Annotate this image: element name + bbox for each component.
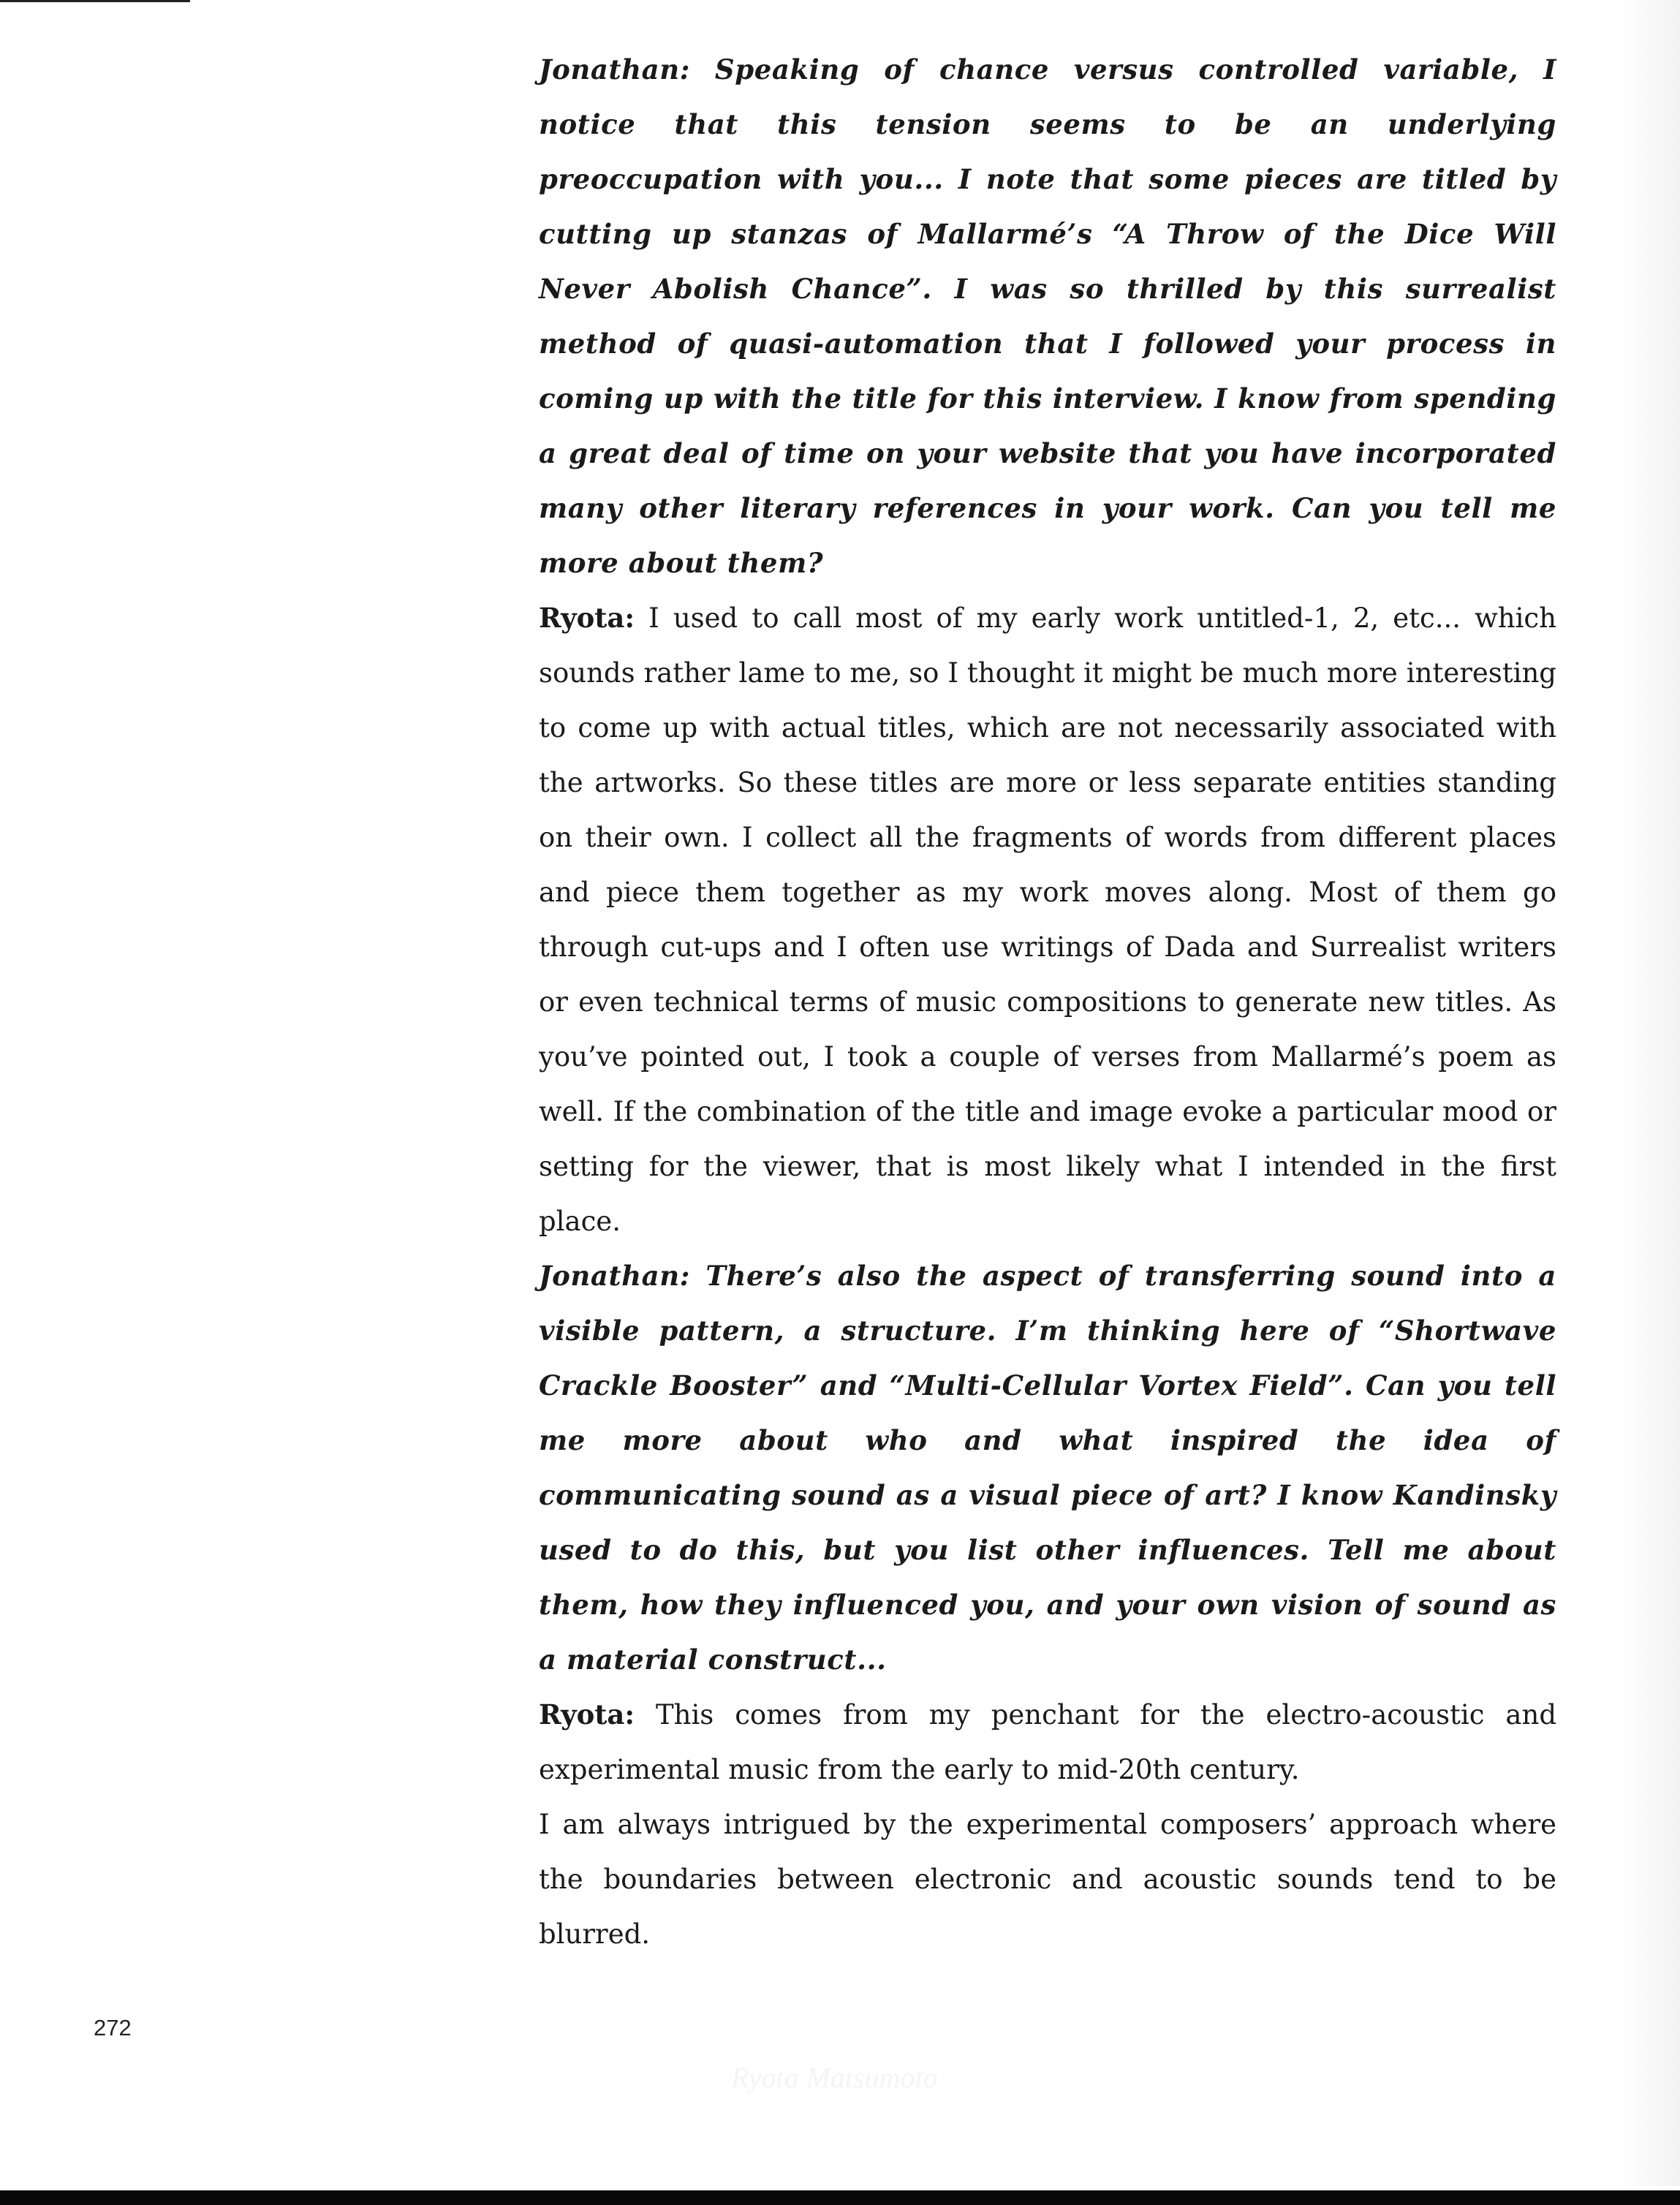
artist-answer — [539, 591, 1556, 1249]
top-rule — [0, 0, 190, 2]
interviewer-question: Jonathan: Speaking of chance versus controlled variable, I notice that this tension seems to be an underlying preoccupation with you... I note that some pieces are titled by cutting up stanzas of Mallarmé’s “A Throw of the Dice Will Never Abolish Chance”. I was so thrilled by this surrealist method of quasi-automation that I followed your process in coming up with the title for this interview. I know from spending a great deal of time on your website that you have incorporated many other literary references in your work. Can you tell me more about them? — [539, 53, 1556, 579]
speaker-label: Ryota: — [539, 1698, 635, 1731]
answer-text: I used to call most of my early work untitled-1, 2, etc... which sounds rather lame to me, so I thought it might be much more interesting to come up with actual titles, which are not necessarily associated with the artworks. So these titles are more or less separate entities standing on their own. I collect all the fragments of words from different places and piece them together as my work moves along. Most of them go through cut-ups and I often use writings of Dada and Surrealist writers or even technical terms of music compositions to generate new titles. As you’ve pointed out, I took a couple of verses from Mallarmé’s poem as well. If the combination of the title and image evoke a particular mood or setting for the viewer, that is most likely what I intended in the first place. — [539, 602, 1556, 1237]
artist-answer — [539, 1687, 1556, 1797]
answer-continuation: I am always intrigued by the experimental composers’ approach where the boundaries between electronic and acoustic sounds tend to be blurred. — [539, 1809, 1556, 1950]
bottom-scan-edge — [0, 2190, 1680, 2205]
speaker-label: Ryota: — [539, 602, 635, 634]
page-edge-shadow — [1614, 0, 1680, 2186]
interviewer-question: Jonathan: There’s also the aspect of transferring sound into a visible pattern, a structure. I’m thinking here of “Shortwave Crackle Booster” and “Multi-Cellular Vortex Field”. Can you tell me more about who and what inspired the idea of communicating sound as a visual piece of art? I know Kandinsky used to do this, but you list other influences. Tell me about them, how they influenced you, and your own vision of sound as a material construct... — [539, 1260, 1556, 1676]
interview-text-column — [539, 42, 1556, 1962]
answer-text: This comes from my penchant for the electro-acoustic and experimental music from the early to mid-20th century. — [539, 1699, 1556, 1785]
page-number: 272 — [94, 2015, 132, 2041]
running-footer: Ryota Matsumoto — [731, 2061, 938, 2094]
